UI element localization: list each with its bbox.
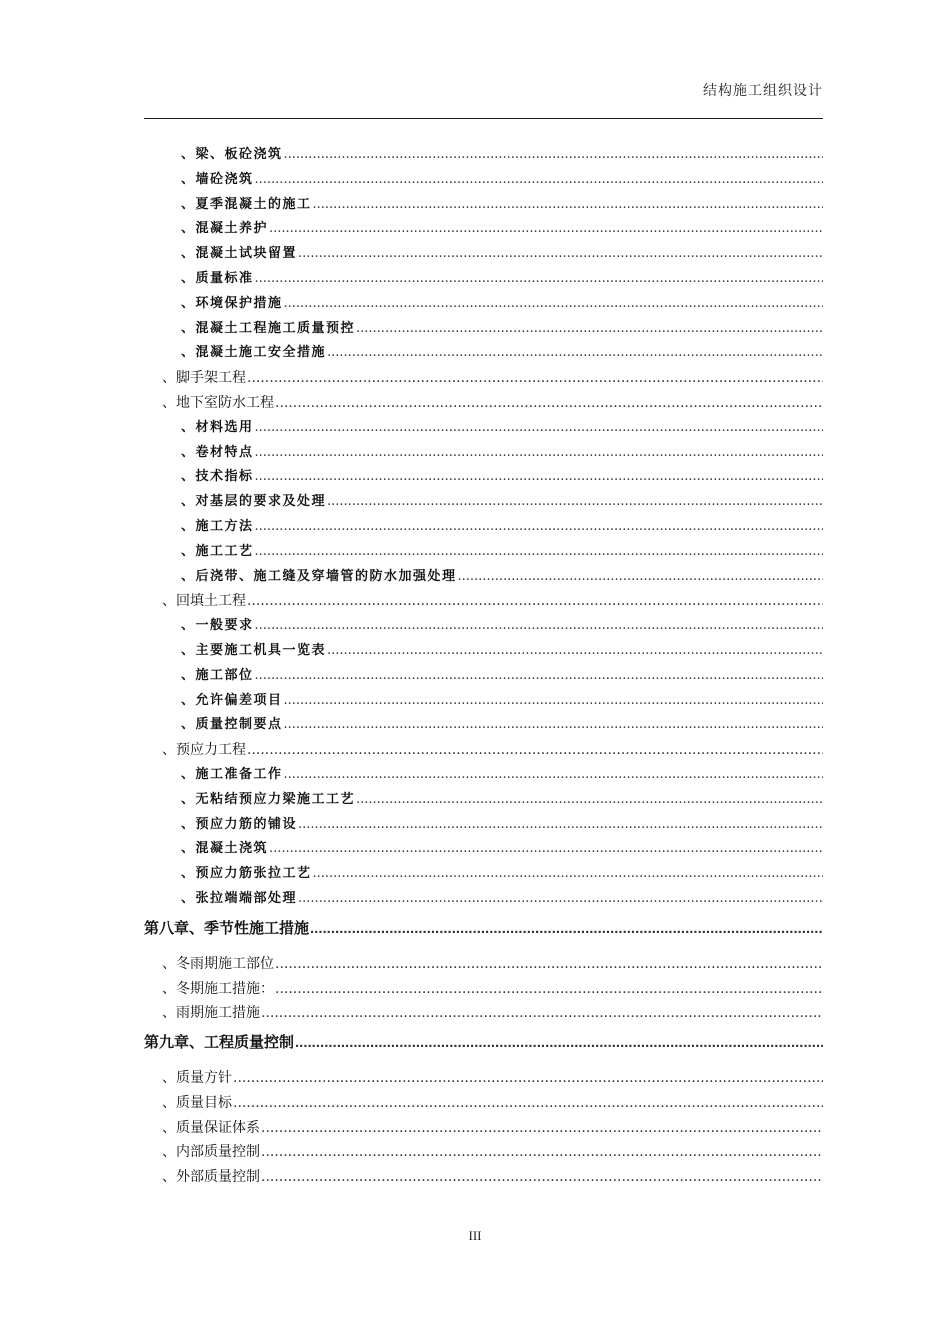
- dot-leader: [313, 862, 823, 887]
- dot-leader: [233, 1066, 823, 1091]
- dot-leader: [255, 416, 823, 441]
- toc-entry-title: 第八章、季节性施工措施: [144, 919, 310, 937]
- toc-entry[interactable]: [144, 416, 823, 441]
- toc-entry-title: 、脚手架工程: [162, 370, 246, 387]
- toc-entry[interactable]: [144, 977, 823, 1002]
- toc-entry[interactable]: [144, 540, 823, 565]
- dot-leader: [275, 391, 823, 416]
- dot-leader: [255, 267, 823, 292]
- toc-entry-title: 、内部质量控制: [162, 1144, 260, 1161]
- toc-entry[interactable]: [144, 565, 823, 590]
- toc-entry[interactable]: [144, 217, 823, 242]
- toc-entry[interactable]: [144, 1091, 823, 1116]
- toc-entry[interactable]: [144, 837, 823, 862]
- toc-entry[interactable]: [144, 341, 823, 366]
- dot-leader: [255, 540, 823, 565]
- toc-entry-title: 、梁、板砼浇筑: [181, 147, 283, 162]
- page-number: III: [468, 1228, 482, 1243]
- dot-leader: [233, 1091, 823, 1116]
- toc-entry-title: 、后浇带、施工缝及穿墙管的防水加强处理: [181, 568, 457, 584]
- dot-leader: [247, 589, 823, 614]
- toc-entry[interactable]: [144, 391, 823, 416]
- toc-entry-title: 、主要施工机具一览表: [181, 642, 327, 658]
- dot-leader: [295, 1028, 823, 1058]
- dot-leader: [356, 317, 823, 342]
- toc-entry[interactable]: [144, 441, 823, 466]
- toc-entry[interactable]: [144, 952, 823, 977]
- dot-leader: [275, 952, 823, 977]
- toc-entry-title: 、施工方法: [181, 518, 254, 534]
- toc-chapter-entry[interactable]: [144, 1028, 823, 1060]
- toc-entry[interactable]: [144, 490, 823, 515]
- dot-leader: [310, 914, 823, 944]
- toc-entry-title: 、质量目标: [162, 1094, 232, 1111]
- dot-leader: [261, 1165, 823, 1190]
- dot-leader: [313, 193, 823, 218]
- toc-entry-title: 、无粘结预应力梁施工工艺: [181, 791, 356, 807]
- toc-entry-title: 、施工准备工作: [181, 766, 283, 782]
- dot-leader: [255, 441, 823, 466]
- toc-entry[interactable]: [144, 639, 823, 664]
- toc-entry-title: 、施工部位: [181, 667, 254, 683]
- toc-entry-title: 、对基层的要求及处理: [181, 494, 327, 510]
- dot-leader: [284, 713, 823, 738]
- dot-leader: [269, 217, 823, 242]
- toc-entry-title: 、混凝土浇筑: [181, 841, 269, 857]
- dot-leader: [284, 292, 823, 317]
- toc-entry[interactable]: [144, 465, 823, 490]
- dot-leader: [356, 788, 823, 813]
- toc-entry-title: 、施工工艺: [181, 543, 254, 559]
- toc-entry-title: 、雨期施工措施: [162, 1005, 260, 1022]
- toc-entry[interactable]: [144, 887, 823, 912]
- toc-entry[interactable]: [144, 713, 823, 738]
- toc-entry[interactable]: [144, 242, 823, 267]
- toc-entry-title: 、允许偏差项目: [181, 692, 283, 708]
- toc-entry[interactable]: [144, 689, 823, 714]
- table-of-contents: [144, 143, 823, 1190]
- dot-leader: [261, 1001, 823, 1026]
- toc-entry[interactable]: [144, 788, 823, 813]
- dot-leader: [327, 341, 823, 366]
- toc-entry[interactable]: [144, 1066, 823, 1091]
- toc-entry[interactable]: [144, 1165, 823, 1190]
- dot-leader: [255, 614, 823, 639]
- toc-entry[interactable]: [144, 862, 823, 887]
- dot-leader: [298, 813, 823, 838]
- toc-entry-title: 、预应力筋的铺设: [181, 816, 298, 832]
- toc-entry-title: 、质量保证体系: [162, 1119, 260, 1136]
- toc-entry[interactable]: [144, 317, 823, 342]
- dot-leader: [284, 689, 823, 714]
- dot-leader: [298, 887, 823, 912]
- toc-entry[interactable]: [144, 1140, 823, 1165]
- toc-entry[interactable]: [144, 664, 823, 689]
- dot-leader: [458, 565, 823, 590]
- toc-entry[interactable]: [144, 738, 823, 763]
- toc-entry-title: 、混凝土工程施工质量预控: [181, 320, 356, 336]
- dot-leader: [255, 515, 823, 540]
- dot-leader: [247, 366, 823, 391]
- dot-leader: [255, 465, 823, 490]
- toc-entry-title: 、冬期施工措施：: [162, 980, 274, 997]
- toc-entry[interactable]: [144, 292, 823, 317]
- toc-entry-title: 、墙砼浇筑: [181, 171, 254, 187]
- dot-leader: [269, 837, 823, 862]
- toc-entry-title: 、混凝土施工安全措施: [181, 345, 327, 361]
- dot-leader: [261, 1140, 823, 1165]
- toc-entry-title: 第九章、工程质量控制: [144, 1034, 295, 1052]
- toc-entry-title: 、质量方针: [162, 1070, 232, 1087]
- toc-entry[interactable]: [144, 614, 823, 639]
- dot-leader: [275, 977, 823, 1002]
- header-divider: [144, 118, 823, 119]
- dot-leader: [284, 143, 823, 168]
- toc-entry-title: 、张拉端端部处理: [181, 890, 298, 906]
- toc-entry-title: 、回填土工程: [162, 593, 246, 610]
- toc-entry-title: 、外部质量控制: [162, 1169, 260, 1186]
- toc-entry-title: 、冬雨期施工部位: [162, 955, 274, 972]
- toc-entry-title: 、一般要求: [181, 618, 254, 634]
- toc-entry-title: 、混凝土养护: [181, 221, 269, 237]
- dot-leader: [327, 639, 823, 664]
- toc-entry[interactable]: [144, 589, 823, 614]
- toc-entry[interactable]: [144, 143, 823, 168]
- toc-chapter-entry[interactable]: [144, 914, 823, 946]
- toc-entry-title: 、质量标准: [181, 270, 254, 286]
- toc-entry[interactable]: [144, 366, 823, 391]
- toc-entry-title: 、预应力工程: [162, 742, 246, 759]
- toc-entry-title: 、材料选用: [181, 419, 254, 435]
- dot-leader: [261, 1116, 823, 1141]
- running-header-title: 结构施工组织设计: [703, 83, 823, 99]
- toc-entry-title: 、地下室防水工程: [162, 394, 274, 411]
- toc-entry-title: 、混凝土试块留置: [181, 246, 298, 262]
- toc-entry[interactable]: [144, 1001, 823, 1026]
- dot-leader: [284, 763, 823, 788]
- toc-entry[interactable]: [144, 1116, 823, 1141]
- toc-entry[interactable]: [144, 193, 823, 218]
- dot-leader: [255, 664, 823, 689]
- toc-entry-title: 、环境保护措施: [181, 295, 283, 311]
- dot-leader: [298, 242, 823, 267]
- toc-entry[interactable]: [144, 515, 823, 540]
- toc-entry-title: 、技术指标: [181, 469, 254, 485]
- toc-entry-title: 、卷材特点: [181, 444, 254, 460]
- toc-entry[interactable]: [144, 763, 823, 788]
- toc-entry-title: 、预应力筋张拉工艺: [181, 866, 312, 882]
- dot-leader: [327, 490, 823, 515]
- toc-entry[interactable]: [144, 168, 823, 193]
- toc-entry-title: 、质量控制要点: [181, 717, 283, 733]
- toc-entry[interactable]: [144, 267, 823, 292]
- dot-leader: [255, 168, 823, 193]
- toc-entry[interactable]: [144, 813, 823, 838]
- dot-leader: [247, 738, 823, 763]
- toc-entry-title: 、夏季混凝土的施工: [181, 196, 312, 212]
